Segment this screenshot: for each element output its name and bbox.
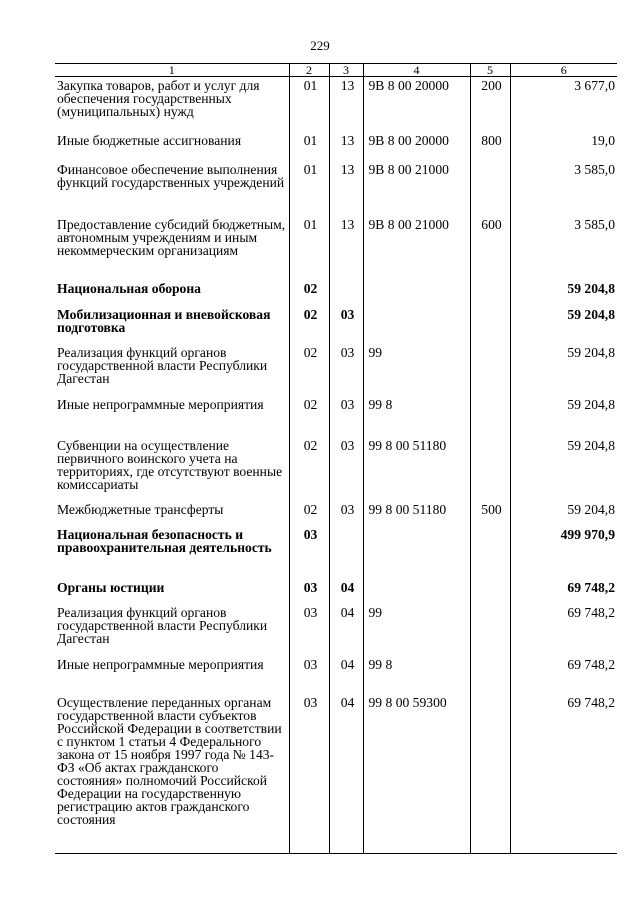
subsection-code: 03 xyxy=(329,501,363,526)
item-name: Национальная безопасность и правоохранительная деятельность xyxy=(57,526,272,555)
section-code: 03 xyxy=(289,694,329,854)
amount: 69 748,2 xyxy=(510,656,617,694)
expense-type-code xyxy=(470,604,510,656)
section-code: 03 xyxy=(289,526,329,579)
target-article-code: 99 8 xyxy=(363,396,470,437)
item-name: Иные бюджетные ассигнования xyxy=(57,132,242,148)
amount: 19,0 xyxy=(510,132,617,161)
item-name: Реализация функций органов государственной власти Республики Дагестан xyxy=(57,344,268,386)
subsection-code: 13 xyxy=(329,161,363,216)
amount: 69 748,2 xyxy=(510,579,617,604)
expense-type-code xyxy=(470,344,510,396)
amount: 59 204,8 xyxy=(510,396,617,437)
table-row xyxy=(55,604,617,656)
table-row xyxy=(55,306,617,344)
expense-type-code xyxy=(470,306,510,344)
amount: 69 748,2 xyxy=(510,604,617,656)
table-row xyxy=(55,579,617,604)
section-code: 02 xyxy=(289,344,329,396)
expense-type-code xyxy=(470,396,510,437)
expense-type-code xyxy=(470,579,510,604)
section-code: 03 xyxy=(289,656,329,694)
subsection-code: 03 xyxy=(329,344,363,396)
subsection-code xyxy=(329,526,363,579)
expense-type-code xyxy=(470,656,510,694)
section-code: 01 xyxy=(289,161,329,216)
table-row xyxy=(55,501,617,526)
target-article-code: 9В 8 00 21000 xyxy=(363,161,470,216)
expense-type-code: 200 xyxy=(470,77,510,132)
section-code: 01 xyxy=(289,216,329,280)
table-row xyxy=(55,161,617,216)
item-name: Финансовое обеспечение выполнения функций государственных учреждений xyxy=(57,161,285,190)
column-header: 5 xyxy=(470,64,510,77)
column-header: 2 xyxy=(289,64,329,77)
table-row xyxy=(55,656,617,694)
target-article-code: 99 8 00 51180 xyxy=(363,437,470,501)
section-code: 01 xyxy=(289,77,329,132)
subsection-code: 04 xyxy=(329,604,363,656)
expense-type-code: 500 xyxy=(470,501,510,526)
section-code: 02 xyxy=(289,306,329,344)
target-article-code: 9В 8 00 20000 xyxy=(363,132,470,161)
target-article-code: 99 xyxy=(363,344,470,396)
table-row xyxy=(55,437,617,501)
target-article-code xyxy=(363,526,470,579)
target-article-code xyxy=(363,280,470,306)
expense-type-code xyxy=(470,526,510,579)
table-row xyxy=(55,77,617,132)
subsection-code: 03 xyxy=(329,306,363,344)
item-name: Реализация функций органов государственной власти Республики Дагестан xyxy=(57,604,268,646)
section-code: 02 xyxy=(289,501,329,526)
amount: 59 204,8 xyxy=(510,501,617,526)
amount: 59 204,8 xyxy=(510,306,617,344)
item-name: Иные непрограммные мероприятия xyxy=(57,656,264,672)
subsection-code: 13 xyxy=(329,216,363,280)
expense-type-code xyxy=(470,694,510,854)
table-row xyxy=(55,344,617,396)
subsection-code xyxy=(329,280,363,306)
column-header: 1 xyxy=(55,64,289,77)
item-name: Предоставление субсидий бюджетным, автономным учреждениям и иным некоммерческим организациям xyxy=(57,216,286,258)
expense-type-code: 600 xyxy=(470,216,510,280)
column-number-row xyxy=(55,64,617,77)
expense-type-code: 800 xyxy=(470,132,510,161)
section-code: 03 xyxy=(289,604,329,656)
subsection-code: 04 xyxy=(329,656,363,694)
subsection-code: 13 xyxy=(329,132,363,161)
section-code: 02 xyxy=(289,437,329,501)
page-number: 229 xyxy=(310,38,330,53)
column-header: 6 xyxy=(510,64,617,77)
target-article-code xyxy=(363,579,470,604)
section-code: 02 xyxy=(289,280,329,306)
expense-type-code xyxy=(470,161,510,216)
item-name: Национальная оборона xyxy=(57,280,201,296)
amount: 3 585,0 xyxy=(510,161,617,216)
amount: 69 748,2 xyxy=(510,694,617,854)
subsection-code: 04 xyxy=(329,694,363,854)
expense-type-code xyxy=(470,437,510,501)
amount: 59 204,8 xyxy=(510,344,617,396)
item-name: Органы юстиции xyxy=(57,579,165,595)
table-row xyxy=(55,280,617,306)
item-name: Иные непрограммные мероприятия xyxy=(57,396,264,412)
table-row xyxy=(55,694,617,854)
target-article-code: 99 8 00 51180 xyxy=(363,501,470,526)
amount: 59 204,8 xyxy=(510,280,617,306)
section-code: 02 xyxy=(289,396,329,437)
table-row xyxy=(55,132,617,161)
target-article-code: 9В 8 00 21000 xyxy=(363,216,470,280)
expense-type-code xyxy=(470,280,510,306)
amount: 3 585,0 xyxy=(510,216,617,280)
target-article-code: 99 8 00 59300 xyxy=(363,694,470,854)
target-article-code xyxy=(363,306,470,344)
item-name: Мобилизационная и вневойсковая подготовка xyxy=(57,306,271,335)
column-header: 3 xyxy=(329,64,363,77)
item-name: Субвенции на осуществление первичного воинского учета на территориях, где отсутствуют военные комиссариаты xyxy=(57,437,283,492)
subsection-code: 04 xyxy=(329,579,363,604)
column-header: 4 xyxy=(363,64,470,77)
table-row xyxy=(55,216,617,280)
amount: 3 677,0 xyxy=(510,77,617,132)
budget-table xyxy=(55,63,617,854)
section-code: 01 xyxy=(289,132,329,161)
subsection-code: 13 xyxy=(329,77,363,132)
target-article-code: 99 xyxy=(363,604,470,656)
table-row xyxy=(55,526,617,579)
item-name: Закупка товаров, работ и услуг для обеспечения государственных (муниципальных) нужд xyxy=(57,78,260,119)
subsection-code: 03 xyxy=(329,396,363,437)
item-name: Осуществление переданных органам государственной власти субъектов Российской Федерации в соответствии с пунктом 1 статьи 4 Федерального закона от 15 ноября 1997 года № 143-ФЗ «Об актах гражданского состояния» полномочий Российской Федерации на государственную регистрацию актов гражданского состояния xyxy=(55,694,289,854)
amount: 59 204,8 xyxy=(510,437,617,501)
target-article-code: 99 8 xyxy=(363,656,470,694)
amount: 499 970,9 xyxy=(510,526,617,579)
item-name: Межбюджетные трансферты xyxy=(57,501,224,517)
table-row xyxy=(55,396,617,437)
section-code: 03 xyxy=(289,579,329,604)
target-article-code: 9В 8 00 20000 xyxy=(363,77,470,132)
subsection-code: 03 xyxy=(329,437,363,501)
